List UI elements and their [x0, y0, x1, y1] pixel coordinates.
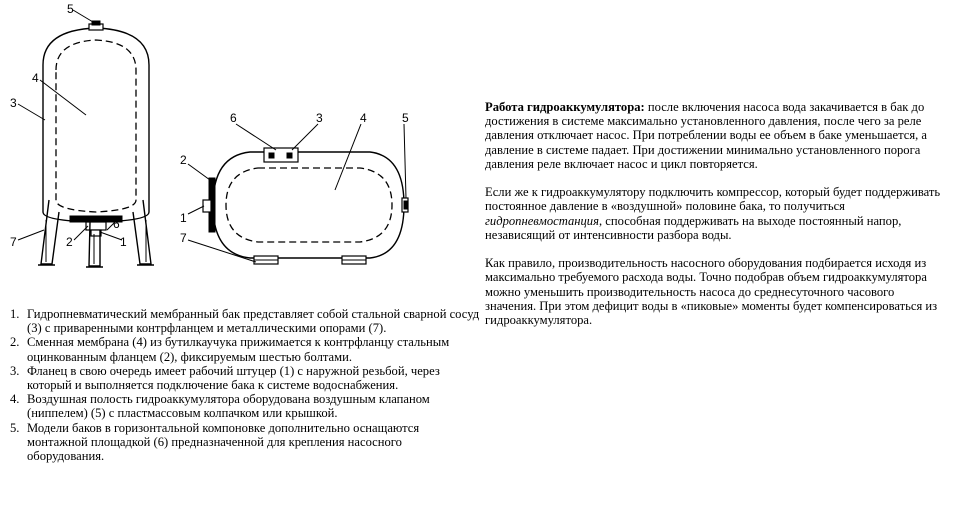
list-item-text: Фланец в свою очередь имеет рабочий штуцер (1) с наружной резьбой, через который и выполняется подключение бака к системе водоснабжения. — [27, 363, 440, 393]
callout-1: 1 — [180, 211, 187, 225]
list-item-number: 4. — [10, 392, 20, 407]
compressor-text-end: , способная поддерживать на выходе постоянный напор, независящий от интенсивности разбора воды. — [485, 213, 902, 242]
list-item-text: Модели баков в горизонтальной компоновке дополнительно оснащаются монтажной площадкой (6) предназначенной для крепления насосного оборудования. — [27, 420, 420, 464]
operation-text: после включения насоса вода закачивается в бак до достижения в системе максимально установленного давления, после чего за реле давления отключает насос. При потреблении воды ее объем в баке уменьшается, а давление в системе падает. При достижении минимально установленного порога давления реле включает насос и цикл повторяется. — [485, 100, 928, 171]
list-item-text: Сменная мембрана (4) из бутилкаучука прижимается к контрфланцу стальным оцинкованным фланцем (2), фиксируемым шестью болтами. — [27, 335, 450, 364]
list-item — [10, 421, 480, 464]
callout-5: 5 — [67, 2, 74, 16]
callout-7: 7 — [10, 235, 17, 249]
term-italic: гидропневмостанция — [485, 213, 599, 228]
operation-paragraph — [485, 100, 943, 171]
callout-4: 4 — [32, 71, 39, 85]
operation-heading: Работа гидроаккумулятора: — [485, 100, 645, 114]
callout-5: 5 — [402, 111, 409, 125]
compressor-text-start: Если же к гидроаккумулятору подключить компрессор, который будет поддерживать постоянное давление в «воздушной» половине бака, то получиться — [485, 185, 941, 214]
list-item-number: 1. — [10, 307, 20, 321]
callout-1: 1 — [120, 235, 127, 249]
list-item — [10, 307, 480, 335]
callout-4: 4 — [360, 111, 367, 125]
compressor-paragraph — [485, 185, 943, 242]
list-item-text: Гидропневматический мембранный бак представляет собой стальной сварной сосуд (3) с приваренными контрфланцем и металлическими опорами (7). — [27, 307, 480, 336]
callout-7: 7 — [180, 231, 187, 245]
callout-2: 2 — [180, 153, 187, 167]
list-item-number: 3. — [10, 363, 20, 378]
list-item-number: 2. — [10, 335, 20, 350]
vertical-tank-drawing — [10, 2, 154, 267]
callout-2: 2 — [66, 235, 73, 249]
callout-6: 6 — [113, 217, 120, 231]
callout-3: 3 — [316, 111, 323, 125]
list-item — [10, 364, 480, 392]
capacity-paragraph — [485, 256, 943, 327]
callout-3: 3 — [10, 96, 17, 110]
list-item-number: 5. — [10, 420, 20, 435]
list-item — [10, 335, 480, 363]
operation-description — [485, 100, 943, 341]
list-item — [10, 392, 480, 420]
list-item-text: Воздушная полость гидроаккумулятора оборудована воздушным клапаном (ниппелем) (5) с пластмассовым колпачком или крышкой. — [27, 392, 430, 421]
horizontal-tank-drawing — [180, 111, 409, 264]
capacity-text: Как правило, производительность насосного оборудования подбирается исходя из максимально требуемого расхода воды. Точно подобрав объем гидроаккумулятора можно уменьшить производительность насоса до среднесуточного часового значения. При этом дефицит воды в «пиковые» моменты будет компенсироваться из гидроаккумулятора. — [485, 256, 938, 328]
callout-6: 6 — [230, 111, 237, 125]
parts-list — [10, 307, 480, 463]
